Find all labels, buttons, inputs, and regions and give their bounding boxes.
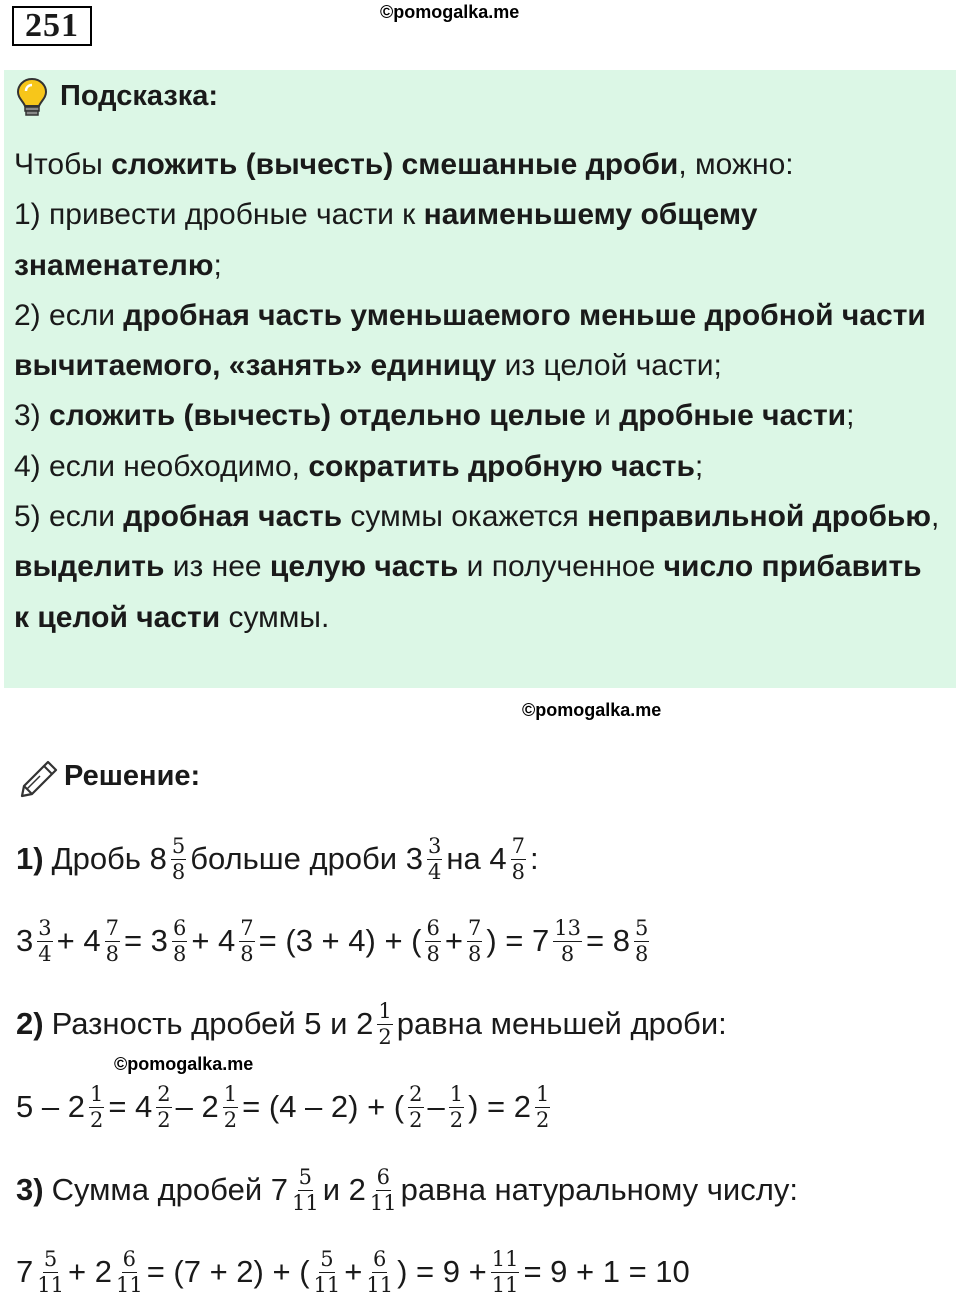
lightbulb-icon: [14, 76, 50, 123]
fraction: $\frac{6}{8}$: [426, 915, 440, 966]
hint-intro: Чтобы сложить (вычесть) смешанные дроби, можно:: [14, 148, 794, 181]
fraction: $\frac{6}{8}$: [172, 915, 187, 966]
problem-1: 1) Дробь 8 $\frac{5}{8}$ больше дроби 3 $\frac{3}{4}$ на 4 $\frac{7}{8}$ :: [16, 833, 539, 884]
hint-step-3: 3) сложить (вычесть) отдельно целые и дробные части;: [14, 399, 855, 433]
fraction: $\frac{2}{2}$: [157, 1081, 171, 1132]
hint-step-1: 1) привести дробные части к наименьшему общему знаменателю;: [14, 198, 758, 282]
fraction: $\frac{6}{11}$: [115, 1246, 143, 1297]
hint-step-2: 2) если дробная часть уменьшаемого меньше дробной части вычитаемого, «занять» единицу из целой части;: [14, 298, 926, 383]
equation-2: 5 – 2 $\frac{1}{2}$ = 4 $\frac{2}{2}$ – 2 $\frac{1}{2}$ = (4 – 2) + ( $\frac{2}{2}$ – $\frac{1}{2}$ ) = 2 $\frac{1}{2}$: [16, 1081, 550, 1132]
hint-text: [14, 140, 944, 643]
fraction: $\frac{5}{11}$: [291, 1164, 319, 1215]
watermark-middle: ©pomogalka.me: [522, 700, 662, 720]
fraction: $\frac{7}{8}$: [240, 915, 254, 966]
fraction: $\frac{5}{11}$: [37, 1246, 64, 1297]
hint-title: Подсказка:: [60, 80, 219, 112]
fraction: $\frac{5}{8}$: [634, 915, 649, 966]
fraction: $\frac{2}{2}$: [409, 1081, 423, 1132]
fraction: $\frac{1}{2}$: [378, 998, 392, 1049]
solution-title: Решение:: [64, 760, 201, 792]
fraction: $\frac{6}{11}$: [369, 1164, 397, 1215]
problem-2: 2) Разность дробей 5 и 2 $\frac{1}{2}$ равна меньшей дроби:: [16, 998, 727, 1049]
fraction: $\frac{1}{2}$: [536, 1081, 550, 1132]
hint-step-4: 4) если необходимо, сократить дробную часть;: [14, 449, 704, 483]
fraction: $\frac{11}{11}$: [491, 1246, 519, 1297]
fraction: $\frac{7}{8}$: [511, 833, 525, 884]
fraction: $\frac{1}{2}$: [89, 1081, 104, 1132]
fraction: $\frac{3}{4}$: [38, 915, 52, 966]
fraction: $\frac{1}{2}$: [449, 1081, 464, 1132]
task-number: 251: [12, 6, 92, 46]
fraction: $\frac{5}{11}$: [313, 1246, 341, 1297]
hint-step-5: 5) если дробная часть суммы окажется неправильной дробью, выделить из нее целую часть и полученное число прибавить к целой части суммы.: [14, 500, 940, 634]
fraction: $\frac{3}{4}$: [427, 833, 442, 884]
fraction: $\frac{7}{8}$: [105, 915, 119, 966]
fraction: $\frac{6}{11}$: [366, 1246, 394, 1297]
equation-1: 3 $\frac{3}{4}$ + 4 $\frac{7}{8}$ = 3 $\frac{6}{8}$ + 4 $\frac{7}{8}$ = (3 + 4) + ( $\frac{6}{8}$ + $\frac{7}{8}$ ) = 7 $\frac{13}{8}$ = 8 $\frac{5}{8}$: [16, 915, 649, 966]
fraction: $\frac{13}{8}$: [554, 915, 581, 966]
watermark-lower: ©pomogalka.me: [114, 1054, 254, 1074]
fraction: $\frac{5}{8}$: [171, 833, 186, 884]
fraction: $\frac{1}{2}$: [223, 1081, 238, 1132]
problem-3: 3) Сумма дробей 7 $\frac{5}{11}$ и 2 $\frac{6}{11}$ равна натуральному числу:: [16, 1164, 798, 1215]
pencil-icon: [18, 758, 60, 805]
equation-3: 7 $\frac{5}{11}$ + 2 $\frac{6}{11}$ = (7 + 2) + ( $\frac{5}{11}$ + $\frac{6}{11}$ ) = 9 + $\frac{11}{11}$ = 9 + 1 = 10: [16, 1246, 690, 1297]
watermark-top: ©pomogalka.me: [380, 2, 520, 22]
fraction: $\frac{7}{8}$: [467, 915, 482, 966]
